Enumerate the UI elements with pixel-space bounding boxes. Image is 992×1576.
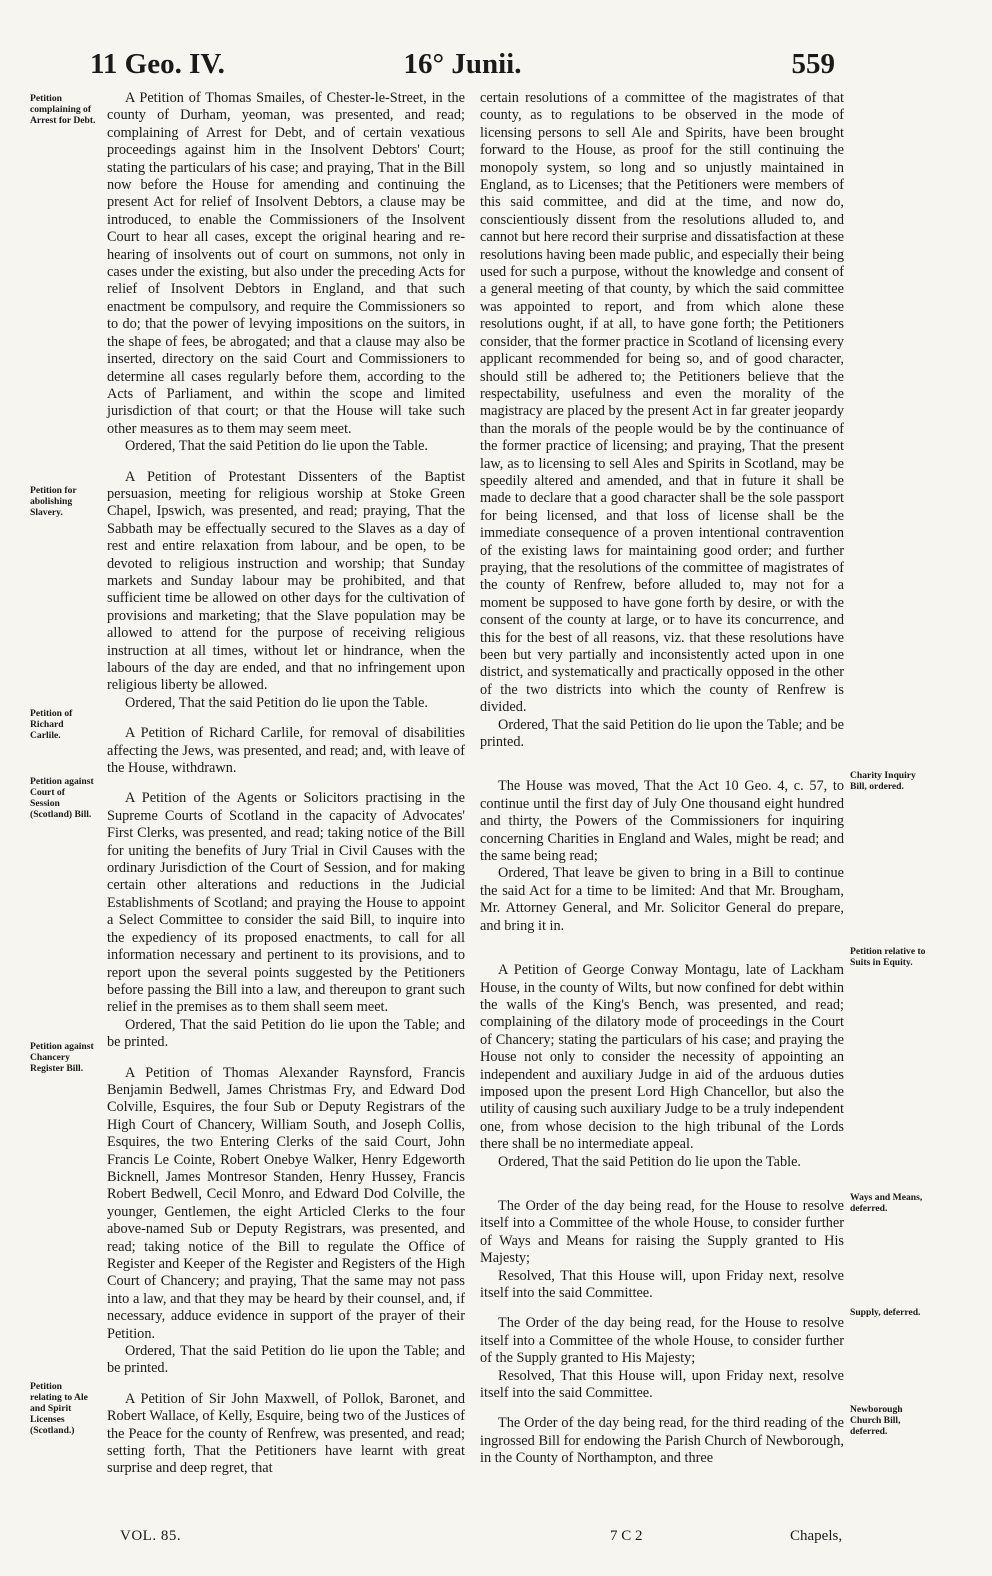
entry-resolution: Resolved, That this House will, upon Friday next, resolve itself into the said Committee.	[480, 1367, 844, 1402]
side-note-licenses: Petition relating to Ale and Spirit Licenses (Scotland.)	[30, 1381, 88, 1436]
page-header	[90, 48, 835, 88]
entry-order: Ordered, That leave be given to bring in a Bill to continue the said Act for a time to be limited: And that Mr. Brougham, Mr. Attorney General, and Mr. Solicitor General do prepare, and bring it in.	[480, 865, 844, 934]
entry-supply	[480, 1315, 844, 1402]
entry-order: Ordered, That the said Petition do lie upon the Table; and be printed.	[107, 1343, 465, 1377]
entry-order: Ordered, That the said Petition do lie upon the Table.	[498, 1153, 802, 1170]
running-head-regnal-year: 11 Geo. IV.	[90, 48, 225, 80]
side-note-court-of-session: Petition against Court of Session (Scotland) Bill.	[30, 776, 94, 820]
entry-text: The Order of the day being read, for the third reading of the ingrossed Bill for endowing the Parish Church of Newborough, in the County of Northampton, and three	[480, 1415, 844, 1467]
entry-order: Ordered, That the said Petition do lie upon the Table; and be printed.	[107, 1016, 465, 1051]
entry-charity-inquiry	[480, 778, 844, 935]
catchword: Chapels,	[790, 1528, 843, 1544]
entry-text: A Petition of Richard Carlile, for removal of disabilities affecting the Jews, was presented, and read; and, with leave of the House, withdrawn.	[107, 725, 465, 777]
entry-resolution: Resolved, That this House will, upon Friday next, resolve itself into the said Committee.	[480, 1267, 844, 1301]
entry-text: A Petition of Protestant Dissenters of the Baptist persuasion, meeting for religious worship at Stoke Green Chapel, Ipswich, was presented, and read; praying, That the Sabbath may be effectually secured to the Slaves as a day of rest and entire relaxation from labour, and be open, to be devoted to religious instruction and worship; that Sunday markets and Sunday labour may be prohibited, and that sufficient time be allowed on other days for the cultivation of provisions and marketing; that the Slave population may be allowed to attend for the purpose of receiving religious instruction at all times, without let or hindrance, when the labours of the day are ended, and that no infringement upon religious liberty be allowed.	[107, 468, 465, 694]
side-note-arrest: Petition complaining of Arrest for Debt.	[30, 93, 96, 126]
left-column	[107, 90, 465, 1491]
entry-order: Ordered, That the said Petition do lie upon the Table.	[125, 438, 429, 455]
side-note-equity: Petition relative to Suits in Equity.	[850, 946, 926, 968]
entry-text: The Order of the day being read, for the House to resolve itself into a Committee of the whole House, to consider further of Ways and Means for raising the Supply granted to His Majesty;	[480, 1197, 844, 1267]
entry-newborough	[480, 1415, 844, 1467]
side-note-chancery: Petition against Chancery Register Bill.	[30, 1041, 94, 1074]
entry-order: Ordered, That the said Petition do lie upon the Table.	[125, 694, 429, 711]
entry-carlile	[107, 725, 465, 777]
side-note-slavery: Petition for abolishing Slavery.	[30, 485, 77, 518]
right-column	[480, 90, 844, 1481]
page-number: 559	[791, 48, 835, 80]
entry-text: A Petition of Thomas Smailes, of Chester-le-Street, in the county of Durham, yeoman, was presented, and read; complaining of Arrest for Debt, and of certain vexatious proceedings against him in the Insolvent Debtors' Court; stating the particulars of his case; and praying, That in the Bill now before the House for amending and continuing the present Act for relief of Insolvent Debtors, a clause may be introduced, to enable the Commissioners of the Insolvent Court to hear all cases, except the original hearing and re-hearing of insolvents out of court on summons, not only in cases under the existing, but also under the preceding Acts for relief of Insolvent Debtors in England, and that such enactment be compulsory, and require the Commissioners so to do; that the power of levying impositions on the suitors, in the shape of fees, be abrogated; and that a clause may also be inserted, directory on the said Court and Commissioners to determine all cases regularly before them, according to the Acts of Parliament, and within the scope and limited jurisdiction of that court; or that the House will take such other measures as to them may seem meet.	[107, 90, 465, 437]
volume-number: VOL. 85.	[120, 1528, 182, 1544]
side-note-carlile: Petition of Richard Carlile.	[30, 708, 73, 741]
entry-order: Ordered, That the said Petition do lie upon the Table; and be printed.	[480, 716, 844, 751]
entry-text: A Petition of the Agents or Solicitors practising in the Supreme Courts of Scotland in the capacity of Advocates' First Clerks, was presented, and read; taking notice of the Bill for uniting the benefits of Jury Trial in Civil Causes with the ordinary Jurisdiction of the Court of Session, and for making certain other alterations and reductions in the Judicial Establishments of Scotland; and praying the House to appoint a Select Committee to consider the said Bill, to inquire into the expediency of its proposed enactments, to call for all information necessary and pertinent to its provisions, and to report upon the several points suggested by the Petitioners before passing the Bill into a law, and thereupon to grant such relief in the premises as to them shall seem meet.	[107, 790, 465, 1016]
entry-text: A Petition of Thomas Alexander Raynsford, Francis Benjamin Bedwell, James Christmas Fry, and Edward Dod Colville, Esquires, the four Sub or Deputy Registrars of the High Court of Chancery, William South, and Joseph Collis, Esquires, the two Entering Clerks of the said Court, John Francis Le Cointe, Robert Onebye Walker, Henry Edgeworth Bicknell, James Montresor Standen, Henry Hussey, Francis Robert Bedwell, Cecil Monro, and Edward Dod Colville, the younger, Gentlemen, the eight Articled Clerks to the four above-named Sub or Deputy Registrars, was presented, and read; taking notice of the Bill to regulate the Office of Register and Keeper of the Register and Registers of the High Court of Chancery; and praying, That the same may not pass into a law, and that they may be heard by their counsel, and, if necessary, adduce evidence in support of the prayer of their Petition.	[107, 1064, 465, 1342]
entry-text: A Petition of Sir John Maxwell, of Pollok, Baronet, and Robert Wallace, of Kelly, Esquire, being two of the Justices of the Peace for the county of Renfrew, was presented, and read; setting forth, That the Petitioners have learnt with great surprise and deep regret, that	[107, 1390, 465, 1477]
side-note-charity: Charity Inquiry Bill, ordered.	[850, 770, 916, 792]
entry-text: A Petition of George Conway Montagu, late of Lackham House, in the county of Wilts, but now confined for debt within the walls of the King's Bench, was presented, and read; complaining of the dilatory mode of proceedings in the Court of Chancery; stating the particulars of his case; and praying the House not only to consider the necessity of appointing an independent and auxiliary Judge in aid of the arduous duties imposed upon the present Lord High Chancellor, but also the utility of causing such auxiliary Judge to be a truly independent one, from whose decision to the high tribunal of the Lords there shall be no intermediate appeal.	[480, 962, 844, 1153]
entry-text: certain resolutions of a committee of the magistrates of that county, as to regulations to be observed in the mode of licensing persons to sell Ale and Spirits, have been brought forward to the House, as proof for the still continuing the monopoly system, so long and so unjustly maintained in England, as to Licenses; that the Petitioners were members of this said committee, and did at the time, and now do, conscientiously dissent from the resolutions alluded to, and cannot but here record their surprise and dissatisfaction at these resolutions having been made public, and especially their being used for such a purpose, without the knowledge and consent of a general meeting of that county, by which the said committee was appointed to report, and from which alone these resolutions ought, if at all, to have gone forth; the Petitioners consider, that the former practice in Scotland of licensing every applicant recommended for being so, and of good character, should still be adhered to; the Petitioners believe that the respectability, usefulness and even the morality of the magistracy are placed by the present Act in far greater jeopardy than the morals of the people would be by the continuance of the former practice of licensing; and praying, That the present law, as to licensing to sell Ales and Spirits in Scotland, may be speedily altered and amended, and that in future it shall be made to declare that a good character shall be the sole passport for being licensed, and that loss of license shall be the immediate consequence of a proven intentional contravention of the existing laws for maintaining good order; and further praying, that the resolutions of the committee of magistrates of the county of Renfrew, before alluded to, may not for a moment be supposed to have gone forth by desire, or with the consent of the county at large, or to have its concurrence, and this for the best of all reasons, viz. that these resolutions have been but very partially and inconsistently acted upon in one district, and systematically and practically opposed in the other of the two districts into which the county of Renfrew is divided.	[480, 90, 844, 716]
side-note-ways-means: Ways and Means, deferred.	[850, 1192, 923, 1214]
entry-chancery-register	[107, 1065, 465, 1378]
entry-smailes	[107, 90, 465, 456]
entry-slavery	[107, 469, 465, 713]
signature-mark: 7 C 2	[610, 1528, 643, 1544]
running-head-date: 16° Junii.	[403, 48, 522, 80]
side-note-supply: Supply, deferred.	[850, 1307, 921, 1318]
entry-maxwell-continued	[480, 90, 844, 751]
entry-text: The Order of the day being read, for the House to resolve itself into a Committee of the whole House, to consider further of the Supply granted to His Majesty;	[480, 1315, 844, 1367]
side-note-newborough: Newborough Church Bill, deferred.	[850, 1404, 903, 1437]
entry-montagu	[480, 962, 844, 1171]
entry-ways-and-means	[480, 1198, 844, 1302]
entry-text: The House was moved, That the Act 10 Geo. 4, c. 57, to continue until the first day of July One thousand eight hundred and thirty, the Powers of the Commissioners for inquiring concerning Charities in England and Wales, might be read; and the same being read;	[480, 778, 844, 865]
entry-maxwell	[107, 1391, 465, 1478]
entry-court-of-session	[107, 790, 465, 1051]
